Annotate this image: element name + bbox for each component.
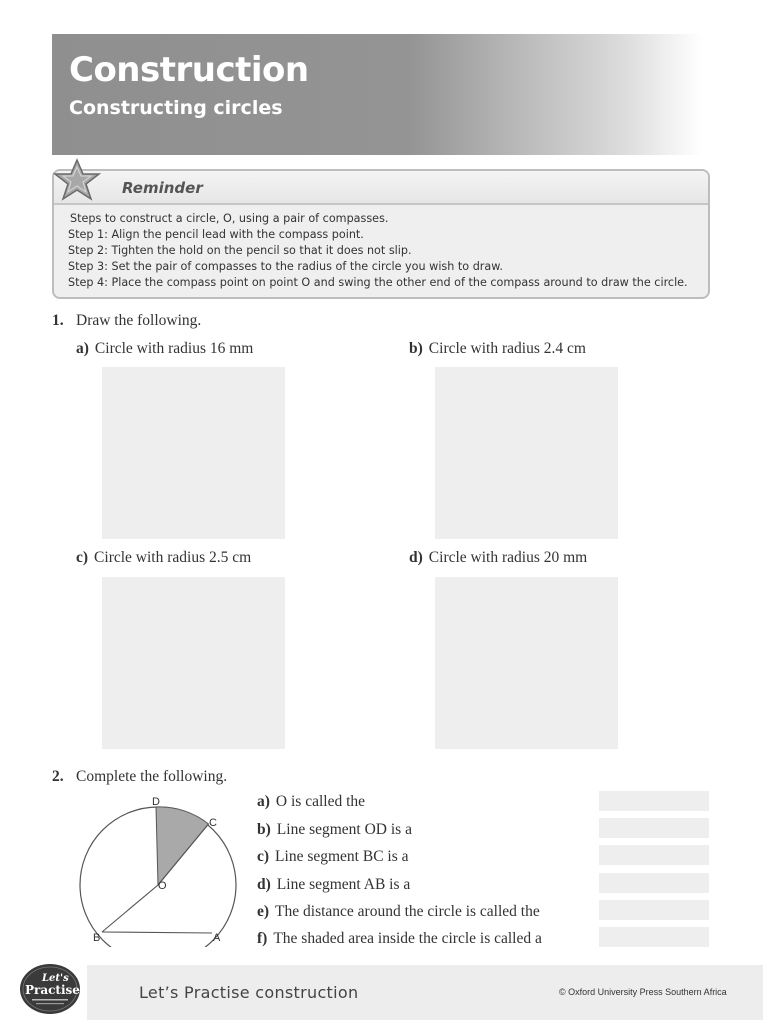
q2-item-letter: b): [257, 821, 271, 838]
reminder-line: Steps to construct a circle, O, using a pair of compasses.: [70, 212, 389, 225]
q2-item-letter: d): [257, 876, 271, 893]
question-1-number: 1.: [52, 312, 64, 329]
q1-item-label: Circle with radius 2.4 cm: [428, 340, 586, 357]
q2-item-f: [257, 930, 542, 948]
svg-text:Let's: Let's: [42, 973, 69, 984]
reminder-box: [52, 169, 710, 299]
q2-item-label: Line segment BC is a: [275, 848, 409, 865]
drawing-area-d[interactable]: [435, 577, 618, 749]
drawing-area-c[interactable]: [102, 577, 285, 749]
reminder-steps: [68, 211, 698, 291]
q1-item-c: [76, 549, 251, 567]
reminder-header: [54, 171, 708, 205]
q2-item-label: The distance around the circle is called the: [275, 903, 540, 920]
q2-item-b: [257, 821, 412, 839]
footer-copyright: © Oxford University Press Southern Africa: [559, 987, 727, 997]
title-banner: [52, 34, 702, 155]
label-d: D: [152, 796, 160, 808]
page-subtitle: Constructing circles: [69, 97, 283, 119]
q1-item-letter: d): [409, 549, 423, 566]
label-b: B: [93, 932, 101, 944]
answer-field-b[interactable]: [599, 818, 709, 838]
q2-item-letter: f): [257, 930, 268, 947]
answer-field-d[interactable]: [599, 873, 709, 893]
reminder-line: Step 4: Place the compass point on point O and swing the other end of the compass around to draw the circle.: [68, 276, 688, 289]
q1-item-label: Circle with radius 20 mm: [428, 549, 588, 566]
q1-item-d: [409, 549, 587, 567]
q2-item-label: Line segment AB is a: [276, 876, 411, 893]
q2-item-letter: e): [257, 903, 270, 920]
answer-field-a[interactable]: [599, 791, 709, 811]
q2-item-letter: c): [257, 848, 270, 865]
lets-practise-logo: [18, 962, 82, 1016]
label-a: A: [213, 932, 221, 944]
q1-item-label: Circle with radius 2.5 cm: [94, 549, 252, 566]
answer-field-e[interactable]: [599, 900, 709, 920]
q1-item-letter: b): [409, 340, 423, 357]
question-2-text: Complete the following.: [76, 768, 228, 785]
q2-item-e: [257, 903, 540, 921]
answer-field-c[interactable]: [599, 845, 709, 865]
q1-item-letter: c): [76, 549, 89, 566]
q2-item-c: [257, 848, 409, 866]
q2-item-a: [257, 793, 365, 811]
question-2-number: 2.: [52, 768, 64, 785]
q2-item-label: Line segment OD is a: [276, 821, 412, 838]
footer: [87, 965, 763, 1020]
q1-item-letter: a): [76, 340, 89, 357]
circle-diagram: [76, 791, 244, 947]
q1-item-b: [409, 340, 586, 358]
star-icon: [52, 158, 102, 202]
label-c: C: [209, 817, 217, 829]
drawing-area-b[interactable]: [435, 367, 618, 539]
q1-item-label: Circle with radius 16 mm: [94, 340, 254, 357]
q1-item-a: [76, 340, 253, 358]
reminder-line: Step 2: Tighten the hold on the pencil so that it does not slip.: [68, 244, 412, 257]
svg-text:Practise: Practise: [25, 983, 80, 997]
q2-item-label: The shaded area inside the circle is called a: [273, 930, 542, 947]
page-title: Construction: [69, 50, 309, 90]
question-1-text: Draw the following.: [76, 312, 202, 329]
answer-field-f[interactable]: [599, 927, 709, 947]
reminder-title: Reminder: [122, 179, 203, 197]
q2-item-label: O is called the: [275, 793, 366, 810]
drawing-area-a[interactable]: [102, 367, 285, 539]
reminder-line: Step 3: Set the pair of compasses to the radius of the circle you wish to draw.: [68, 260, 503, 273]
q2-item-letter: a): [257, 793, 270, 810]
label-o: O: [158, 880, 167, 892]
footer-title: Let’s Practise construction: [139, 983, 359, 1002]
reminder-line: Step 1: Align the pencil lead with the compass point.: [68, 228, 364, 241]
q2-item-d: [257, 876, 410, 894]
